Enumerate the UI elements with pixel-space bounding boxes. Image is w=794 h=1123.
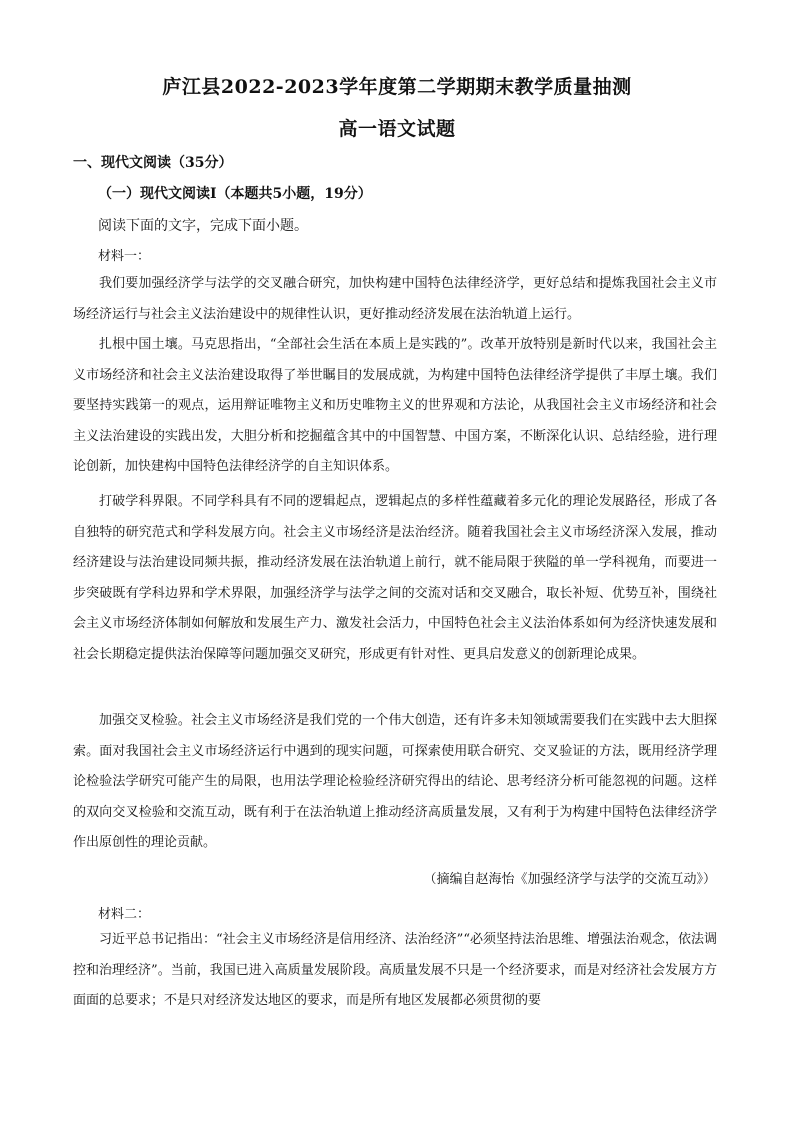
section-heading: 一、现代文阅读（35分） xyxy=(73,155,233,171)
exam-title: 庐江县2022-2023学年度第二学期期末教学质量抽测 xyxy=(162,76,632,98)
material-one-paragraph-4: 加强交叉检验。社会主义市场经济是我们党的一个伟大创造，还有许多未知领域需要我们在实践中去大胆探索。面对我国社会主义市场经济运行中遇到的现实问题，可探索使用联合研究、交叉验证的方法，既用经济学理论检验法学研究可能产生的局限，也用法学理论检验经济研究得出的结论、思考经济分析可能忽视的问题。这样的双向交叉检验和交流互动，既有利于在法治轨道上推动经济高质量发展，又有利于为构建中国特色法律经济学作出原创性的理论贡献。 xyxy=(73,713,717,850)
material-two-paragraph-1: 习近平总书记指出：“社会主义市场经济是信用经济、法治经济”“必须坚持法治思维、增强法治观念，依法调控和治理经济”。当前，我国已进入高质量发展阶段。高质量发展不只是一个经济要求，而是对经济社会发展方方面面的总要求；不是只对经济发达地区的要求，而是所有地区发展都必须贯彻的要 xyxy=(73,932,717,1008)
material-one-paragraph-1: 我们要加强经济学与法学的交叉融合研究，加快构建中国特色法律经济学，更好总结和提炼我国社会主义市场经济运行与社会主义法治建设中的规律性认识，更好推动经济发展在法治轨道上运行。 xyxy=(73,276,717,322)
material-one-source: （摘编自赵海怡《加强经济学与法学的交流互动》） xyxy=(423,872,716,887)
reading-instruction: 阅读下面的文字，完成下面小题。 xyxy=(98,218,308,234)
exam-subtitle: 高一语文试题 xyxy=(338,118,456,140)
material-one-paragraph-2: 扎根中国土壤。马克思指出，“全部社会生活在本质上是实践的”。改革开放特别是新时代以来，我国社会主义市场经济和社会主义法治建设取得了举世瞩目的发展成就，为构建中国特色法律经济学提供了丰厚土壤。我们要坚持实践第一的观点，运用辩证唯物主义和历史唯物主义的世界观和方法论，从我国社会主义市场经济和社会主义法治建设的实践出发，大胆分析和挖掘蕴含其中的中国智慧、中国方案，不断深化认识、总结经验，进行理论创新，加快建构中国特色法律经济学的自主知识体系。 xyxy=(73,337,717,474)
material-two-label: 材料二： xyxy=(98,907,151,922)
subsection-heading: （一）现代文阅读Ⅰ（本题共5小题，19分） xyxy=(98,186,372,202)
material-one-paragraph-3: 打破学科界限。不同学科具有不同的逻辑起点，逻辑起点的多样性蕴藏着多元化的理论发展路径，形成了各自独特的研究范式和学科发展方向。社会主义市场经济是法治经济。随着我国社会主义市场经济深入发展，推动经济建设与法治建设同频共振，推动经济发展在法治轨道上前行，就不能局限于狭隘的单一学科视角，而要进一步突破既有学科边界和学术界限，加强经济学与法学之间的交流对话和交叉融合，取长补短、优势互补，围绕社会主义市场经济体制如何解放和发展生产力、激发社会活力，中国特色社会主义法治体系如何为经济快速发展和社会长期稳定提供法治保障等问题加强交叉研究，形成更有针对性、更具启发意义的创新理论成果。 xyxy=(73,494,717,662)
material-one-label: 材料一： xyxy=(98,249,151,264)
